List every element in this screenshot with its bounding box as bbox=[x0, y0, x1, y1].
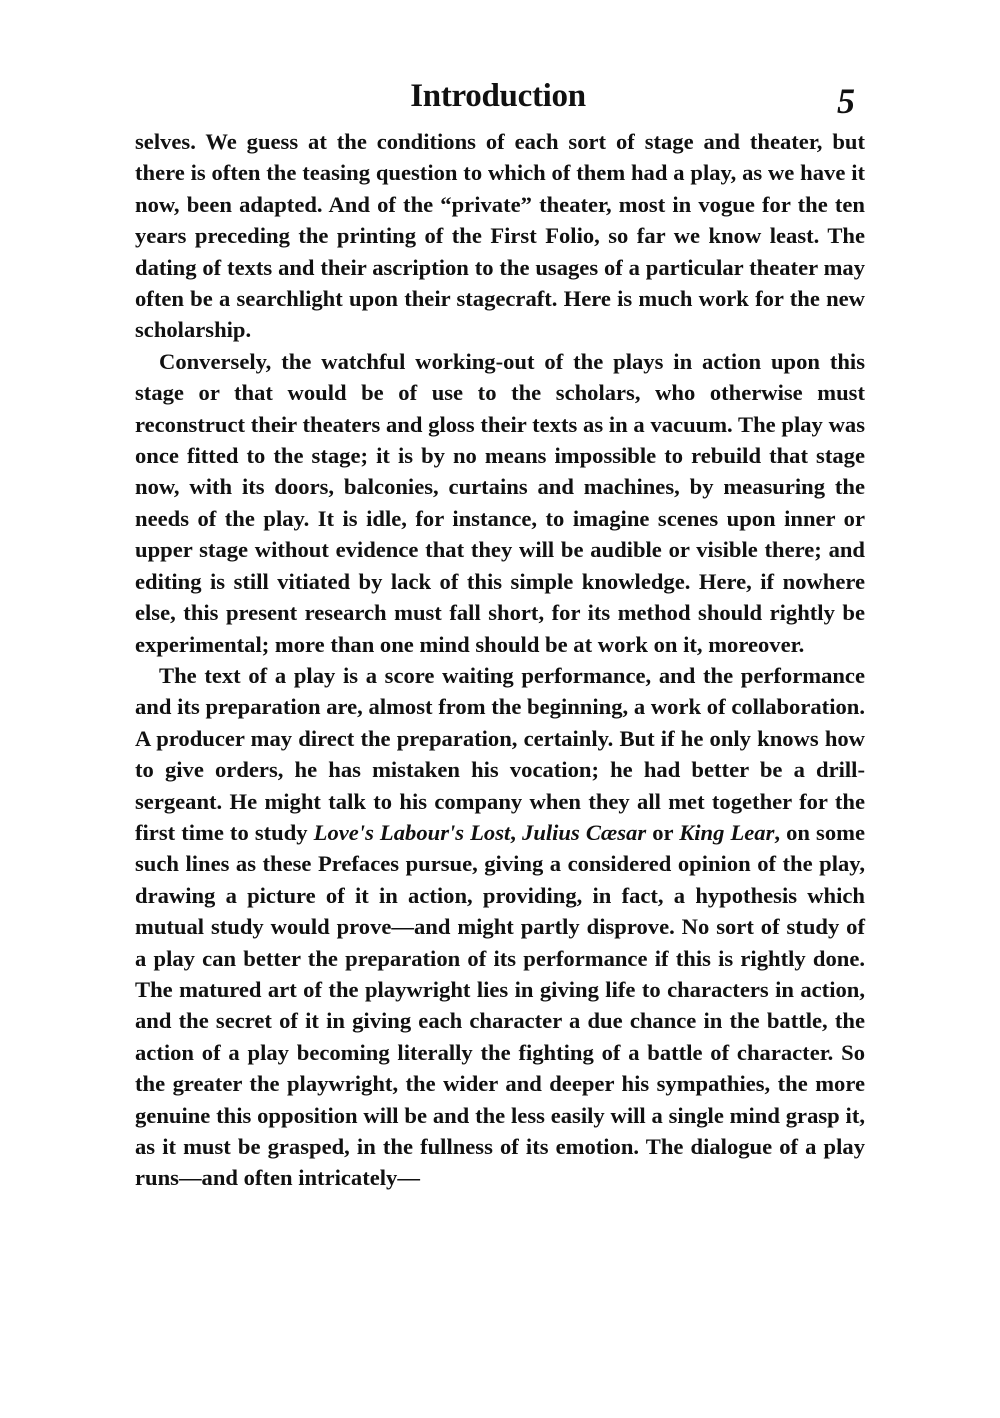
book-page bbox=[135, 78, 865, 1194]
title-separator-2: or bbox=[646, 819, 680, 845]
paragraph-2: Conversely, the watchful working-out of the plays in action upon this stage or that would be of use to the scholars, who otherwise must reconstruct their theaters and gloss their texts as in a vacuum. The play was once fitted to the stage; it is by no means impossible to rebuild that stage now, with its doors, balconies, curtains and machines, by measuring the needs of the play. It is idle, for instance, to imagine scenes upon inner or upper stage without evidence that they will be audible or visible there; and editing is still vitiated by lack of this simple knowledge. Here, if nowhere else, this present research must fall short, for its method should rightly be experimental; more than one mind should be at work on it, moreover. bbox=[135, 348, 865, 657]
play-title-loves-labours-lost: Love's Labour's Lost bbox=[313, 819, 511, 845]
page-header bbox=[135, 78, 865, 126]
paragraph-3 bbox=[135, 660, 865, 1194]
running-head-title: Introduction bbox=[410, 78, 586, 114]
play-title-king-lear: King Lear bbox=[679, 819, 775, 845]
page-number: 5 bbox=[837, 81, 855, 121]
body-text bbox=[135, 126, 865, 1194]
play-title-julius-caesar: Julius Cæsar bbox=[522, 819, 647, 845]
paragraph-1: selves. We guess at the conditions of each sort of stage and theater, but there is often the teasing question to which of them had a play, as we have it now, been adapted. And of the “private” theater, most in vogue for the ten years preceding the printing of the First Folio, so far we know least. The dating of texts and their ascription to the usages of a particular theater may often be a searchlight upon their stagecraft. Here is much work for the new scholarship. bbox=[135, 129, 865, 343]
title-separator-1: , bbox=[510, 819, 523, 845]
paragraph-3-opening: The text of a play is a score waiting performance, and the performance and its preparation are, almost from the beginning, a work of collaboration. A producer may direct the preparation, certainly. But if he only knows how to give orders, he has mistaken his vocation; he had better be a drill-sergeant. He might talk to his company when they all met together for the first time to study bbox=[135, 662, 865, 845]
paragraph-3-continuation: , on some such lines as these Prefaces pursue, giving a considered opinion of the play, drawing a picture of it in action, providing, in fact, a hypothesis which mutual study would prove—and might partly disprove. No sort of study of a play can better the preparation of its performance if this is rightly done. The matured art of the playwright lies in giving life to characters in action, and the secret of it in giving each character a due chance in the battle, the action of a play becoming literally the fighting of a battle of character. So the greater the playwright, the wider and deeper his sympathies, the more genuine this opposition will be and the less easily will a single mind grasp it, as it must be grasped, in the fullness of its emotion. The dialogue of a play runs—and often intricately— bbox=[135, 819, 865, 1191]
